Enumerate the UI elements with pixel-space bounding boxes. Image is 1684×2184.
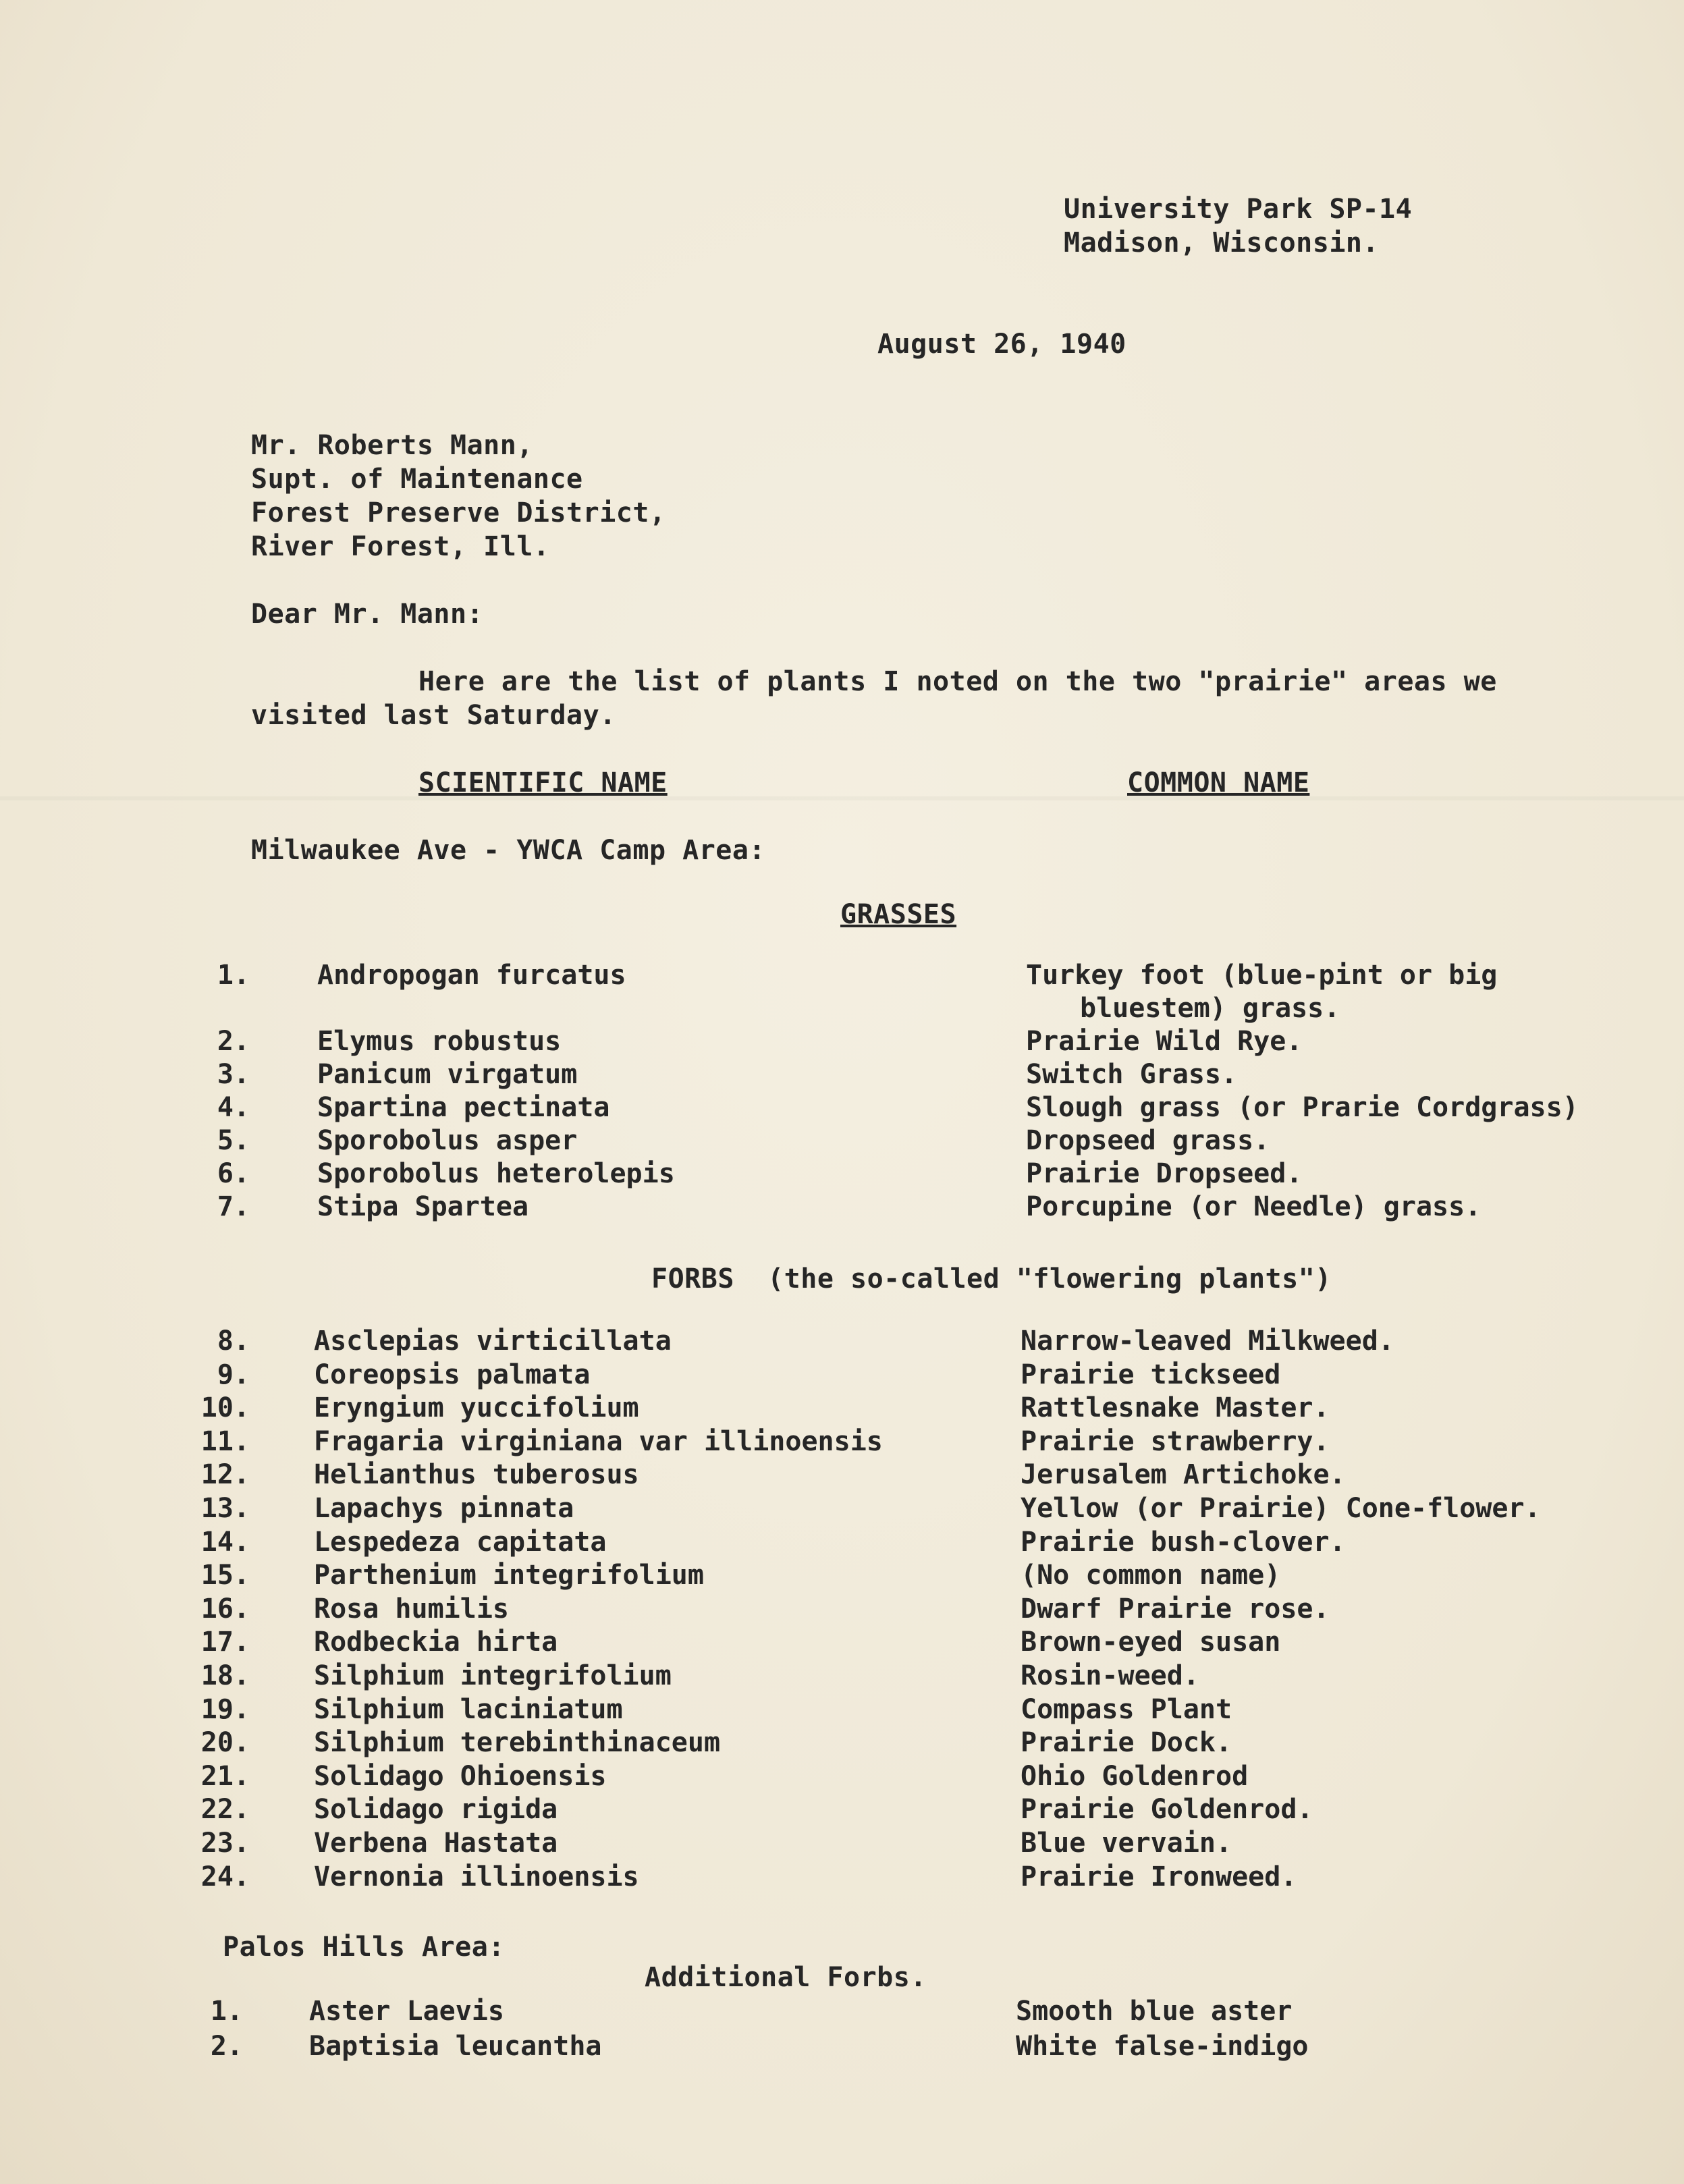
common-name-continuation: bluestem) grass. — [1080, 993, 1340, 1024]
common-name: (No common name) — [1021, 1560, 1281, 1591]
list-item — [0, 1492, 1684, 1525]
item-number: 23. — [200, 1828, 250, 1859]
item-number: 3. — [217, 1059, 250, 1090]
list-item — [0, 1826, 1684, 1860]
item-number: 19. — [200, 1693, 250, 1725]
scientific-name: Sporobolus asper — [317, 1125, 578, 1156]
item-number: 9. — [217, 1359, 250, 1390]
scientific-name: Panicum virgatum — [317, 1059, 578, 1090]
list-item — [0, 1157, 1684, 1191]
body-line: visited last Saturday. — [251, 700, 616, 731]
recipient-line: Supt. of Maintenance — [251, 464, 583, 495]
common-name: Slough grass (or Prarie Cordgrass) — [1026, 1092, 1579, 1123]
list-item — [0, 1190, 1684, 1224]
common-name: Prairie strawberry. — [1021, 1425, 1330, 1457]
item-number: 5. — [217, 1125, 250, 1156]
recipient-line: River Forest, Ill. — [251, 531, 550, 562]
scientific-name: Helianthus tuberosus — [314, 1459, 639, 1491]
list-item — [0, 2029, 1684, 2063]
list-item — [0, 1793, 1684, 1826]
common-name: Ohio Goldenrod — [1021, 1760, 1249, 1792]
item-number: 24. — [200, 1861, 250, 1892]
common-name: Rattlesnake Master. — [1021, 1392, 1330, 1424]
common-name: Prairie Wild Rye. — [1026, 1026, 1303, 1057]
recipient-line: Mr. Roberts Mann, — [251, 430, 533, 461]
item-number: 13. — [200, 1493, 250, 1524]
list-item — [0, 1525, 1684, 1559]
item-number: 18. — [200, 1660, 250, 1691]
scientific-name: Silphium terebinthinaceum — [314, 1727, 721, 1759]
letter-date: August 26, 1940 — [877, 329, 1126, 360]
common-name: Prairie bush-clover. — [1021, 1526, 1346, 1558]
scientific-name: Eryngium yuccifolium — [314, 1392, 639, 1424]
common-name: Prairie Dock. — [1021, 1727, 1232, 1759]
body-line: Here are the list of plants I noted on the two "prairie" areas we — [418, 666, 1497, 697]
scientific-name: Elymus robustus — [317, 1026, 562, 1057]
list-item — [0, 1391, 1684, 1425]
common-name: Blue vervain. — [1021, 1828, 1232, 1859]
list-item — [0, 1759, 1684, 1793]
item-number: 15. — [200, 1560, 250, 1591]
list-item — [0, 1458, 1684, 1492]
item-number: 10. — [200, 1392, 250, 1424]
common-name: Yellow (or Prairie) Cone-flower. — [1021, 1493, 1541, 1524]
item-number: 22. — [200, 1794, 250, 1826]
salutation: Dear Mr. Mann: — [251, 599, 484, 630]
section-heading-forbs: FORBS (the so-called "flowering plants") — [651, 1263, 1332, 1294]
scientific-name: Asclepias virticillata — [314, 1326, 672, 1357]
list-item — [0, 1994, 1684, 2028]
list-item — [0, 1425, 1684, 1458]
item-number: 20. — [200, 1727, 250, 1759]
item-number: 8. — [217, 1326, 250, 1357]
column-header-common: COMMON NAME — [1127, 767, 1310, 798]
scientific-name: Silphium integrifolium — [314, 1660, 672, 1691]
area-title: Palos Hills Area: — [223, 1932, 505, 1963]
item-number: 2. — [210, 2031, 243, 2062]
item-number: 21. — [200, 1760, 250, 1792]
common-name: Brown-eyed susan — [1021, 1627, 1281, 1658]
item-number: 1. — [217, 960, 250, 991]
area-title: Milwaukee Ave - YWCA Camp Area: — [251, 835, 766, 866]
list-item — [0, 958, 1684, 992]
common-name: Porcupine (or Needle) grass. — [1026, 1191, 1482, 1222]
list-item — [0, 1625, 1684, 1659]
list-item — [0, 1659, 1684, 1693]
common-name: Rosin-weed. — [1021, 1660, 1199, 1691]
section-heading-additional-forbs: Additional Forbs. — [645, 1962, 927, 1993]
paper-crease — [0, 796, 1684, 800]
item-number: 6. — [217, 1158, 250, 1189]
list-item — [0, 1693, 1684, 1726]
common-name: Turkey foot (blue-pint or big — [1026, 960, 1498, 991]
list-item — [0, 1025, 1684, 1058]
scientific-name: Verbena Hastata — [314, 1828, 558, 1859]
list-item — [0, 1091, 1684, 1124]
item-number: 7. — [217, 1191, 250, 1222]
scientific-name: Parthenium integrifolium — [314, 1560, 704, 1591]
scientific-name: Solidago Ohioensis — [314, 1760, 607, 1792]
list-item — [0, 1058, 1684, 1091]
scientific-name: Rodbeckia hirta — [314, 1627, 558, 1658]
item-number: 14. — [200, 1526, 250, 1558]
letterhead-address-line2: Madison, Wisconsin. — [1064, 227, 1380, 258]
item-number: 2. — [217, 1026, 250, 1057]
scientific-name: Lapachys pinnata — [314, 1493, 574, 1524]
list-item — [0, 1558, 1684, 1592]
common-name: Dwarf Prairie rose. — [1021, 1593, 1330, 1625]
list-item — [0, 1358, 1684, 1392]
letterhead-address-line1: University Park SP-14 — [1064, 194, 1413, 225]
scientific-name: Solidago rigida — [314, 1794, 558, 1826]
list-item — [0, 1324, 1684, 1358]
scientific-name: Baptisia leucantha — [309, 2031, 602, 2062]
item-number: 12. — [200, 1459, 250, 1491]
scientific-name: Coreopsis palmata — [314, 1359, 591, 1390]
common-name: Switch Grass. — [1026, 1059, 1238, 1090]
list-item-continuation — [0, 991, 1684, 1025]
scientific-name: Spartina pectinata — [317, 1092, 610, 1123]
section-heading-grasses: GRASSES — [840, 899, 957, 930]
scientific-name: Stipa Spartea — [317, 1191, 529, 1222]
column-header-scientific: SCIENTIFIC NAME — [418, 767, 668, 798]
common-name: Jerusalem Artichoke. — [1021, 1459, 1346, 1491]
common-name: Compass Plant — [1021, 1693, 1232, 1725]
item-number: 16. — [200, 1593, 250, 1625]
scientific-name: Sporobolus heterolepis — [317, 1158, 675, 1189]
scientific-name: Silphium laciniatum — [314, 1693, 623, 1725]
common-name: Prairie Goldenrod. — [1021, 1794, 1313, 1826]
common-name: Dropseed grass. — [1026, 1125, 1270, 1156]
item-number: 17. — [200, 1627, 250, 1658]
list-item — [0, 1124, 1684, 1157]
common-name: Prairie tickseed — [1021, 1359, 1281, 1390]
scientific-name: Andropogan furcatus — [317, 960, 626, 991]
common-name: Prairie Ironweed. — [1021, 1861, 1297, 1892]
common-name: Prairie Dropseed. — [1026, 1158, 1303, 1189]
common-name: Narrow-leaved Milkweed. — [1021, 1326, 1394, 1357]
common-name: White false-indigo — [1016, 2031, 1309, 2062]
list-item — [0, 1592, 1684, 1626]
item-number: 4. — [217, 1092, 250, 1123]
recipient-line: Forest Preserve District, — [251, 497, 666, 528]
scientific-name: Fragaria virginiana var illinoensis — [314, 1425, 883, 1457]
item-number: 11. — [200, 1425, 250, 1457]
scientific-name: Vernonia illinoensis — [314, 1861, 639, 1892]
list-item — [0, 1726, 1684, 1759]
scientific-name: Aster Laevis — [309, 1996, 504, 2027]
item-number: 1. — [210, 1996, 243, 2027]
common-name: Smooth blue aster — [1016, 1996, 1293, 2027]
scientific-name: Rosa humilis — [314, 1593, 509, 1625]
list-item — [0, 1860, 1684, 1894]
scientific-name: Lespedeza capitata — [314, 1526, 607, 1558]
